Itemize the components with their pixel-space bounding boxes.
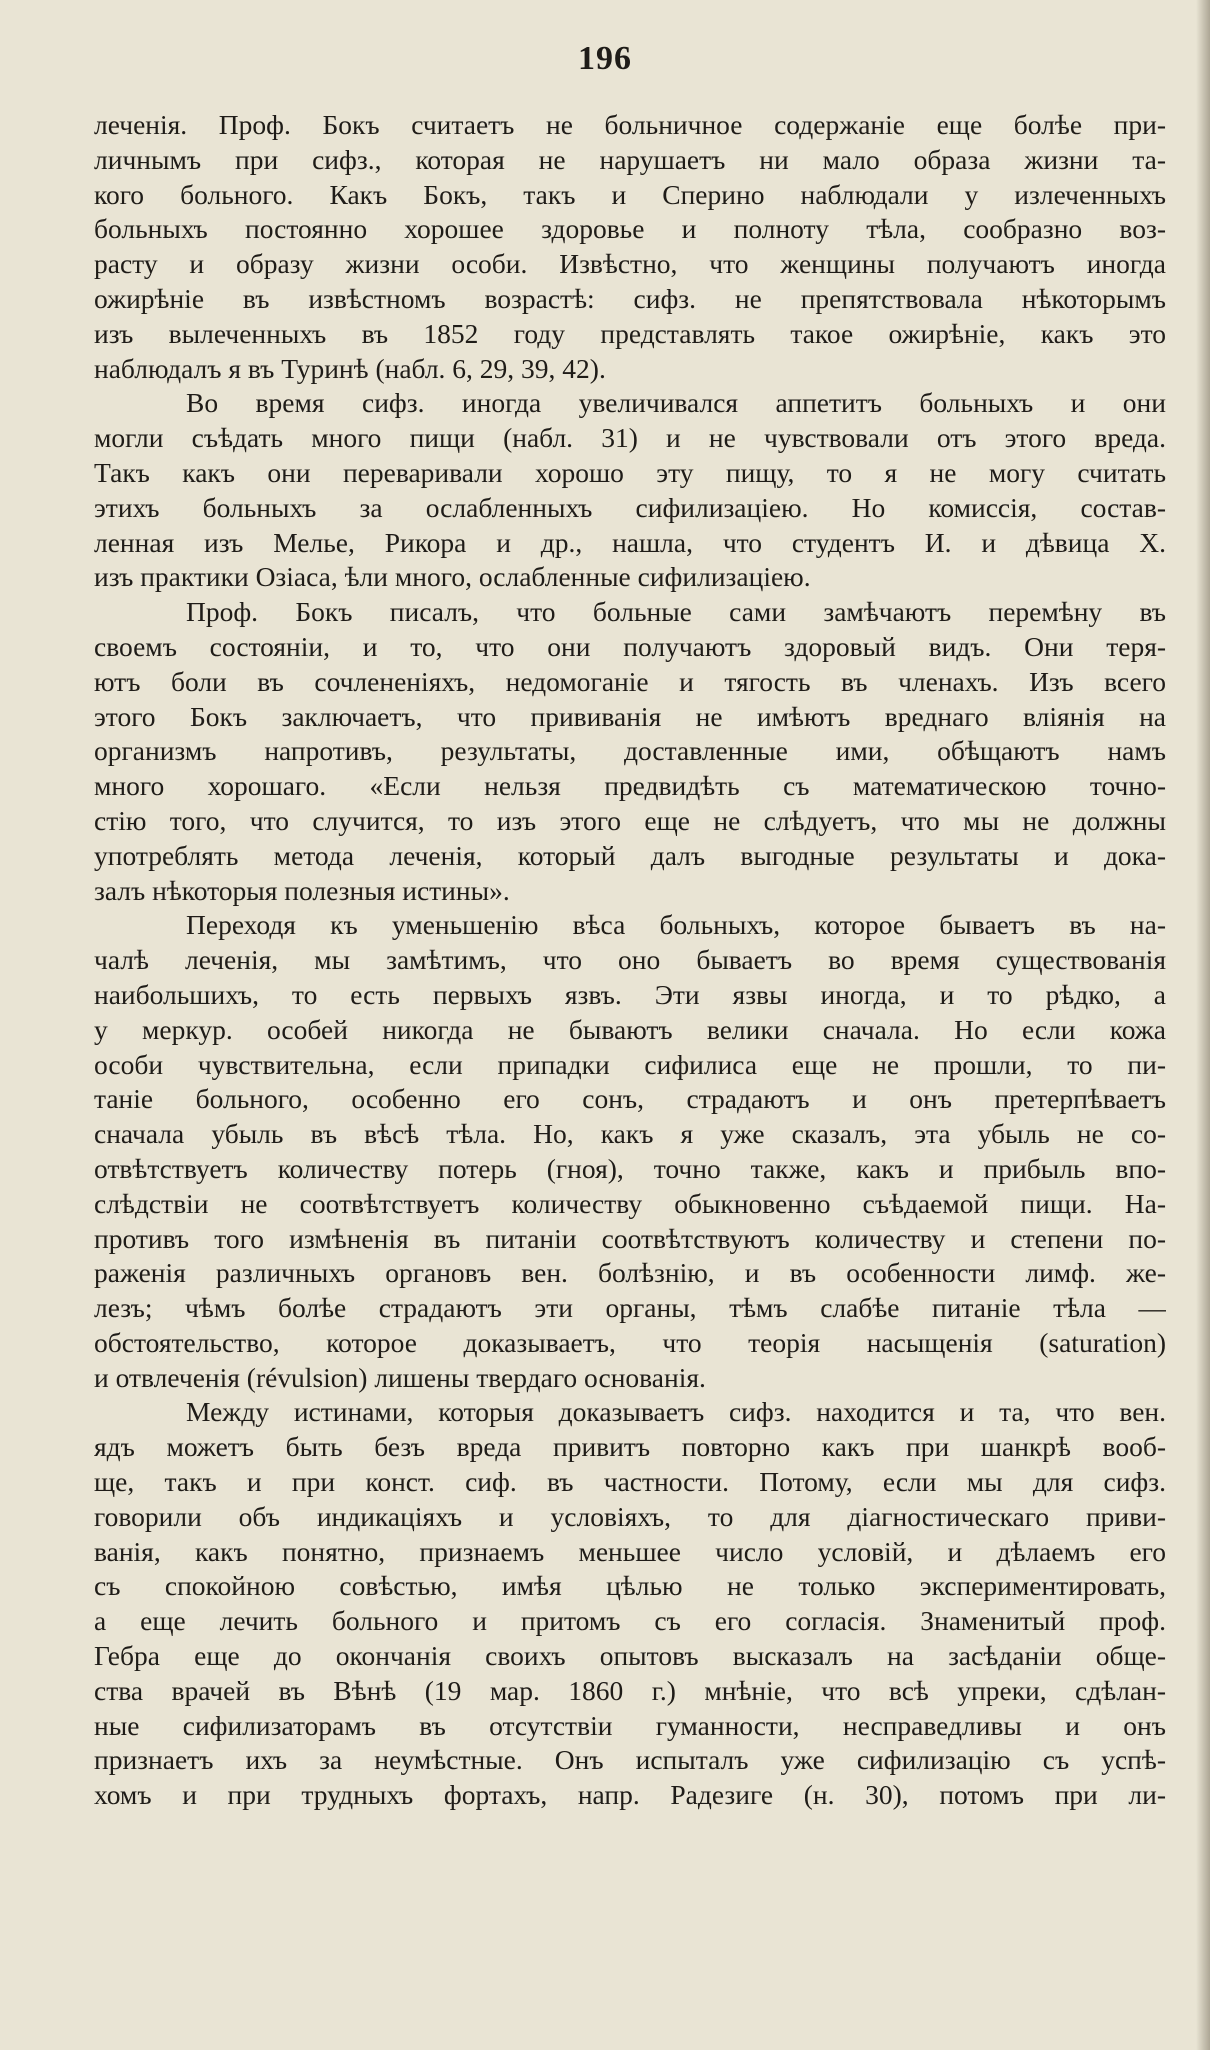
text-line: съ спокойною совѣстью, имѣя цѣлью не только экспериментировать, — [94, 1570, 1166, 1602]
text-line: Гебра еще до окончанія своихъ опытовъ высказалъ на засѣданіи обще- — [94, 1640, 1166, 1672]
text-line: говорили объ индикаціяхъ и условіяхъ, то для діагностическаго приви- — [94, 1500, 1166, 1532]
text-line: сначала убыль въ вѣсѣ тѣла. Но, какъ я уже сказалъ, эта убыль не со- — [94, 1118, 1166, 1150]
text-line: наблюдалъ я въ Туринѣ (набл. 6, 29, 39, 42). — [94, 352, 606, 384]
paragraph-3 — [94, 595, 1166, 908]
text-line: лезъ; чѣмъ болѣе страдаютъ эти органы, тѣмъ слабѣе питаніе тѣла — — [94, 1292, 1166, 1324]
text-line: изъ практики Озіаса, ѣли много, ослабленные сифилизаціею. — [94, 561, 811, 593]
paragraph-2 — [94, 386, 1166, 595]
text-line: больныхъ постоянно хорошее здоровье и полноту тѣла, сообразно воз- — [94, 213, 1166, 245]
text-line: своемъ состояніи, и то, что они получаютъ здоровый видъ. Они теря- — [94, 630, 1166, 662]
text-line: противъ того измѣненія въ питаніи соотвѣтствуютъ количеству и степени по- — [94, 1222, 1166, 1254]
text-line: этого Бокъ заключаетъ, что прививанія не имѣютъ вреднаго вліянія на — [94, 700, 1166, 732]
text-line: особи чувствительна, если припадки сифилиса еще не прошли, то пи- — [94, 1048, 1166, 1080]
text-line: ные сифилизаторамъ въ отсутствіи гуманности, несправедливы и онъ — [94, 1709, 1166, 1741]
text-line: могли съѣдать много пищи (набл. 31) и не чувствовали отъ этого вреда. — [94, 422, 1166, 454]
text-line: раженія различныхъ органовъ вен. болѣзнію, и въ особенности лимф. же- — [94, 1257, 1166, 1289]
body-text — [94, 108, 1166, 1813]
text-line: личнымъ при сифз., которая не нарушаетъ ни мало образа жизни та- — [94, 143, 1166, 175]
paragraph-5 — [94, 1395, 1166, 1813]
text-line: организмъ напротивъ, результаты, доставленные ими, обѣщаютъ намъ — [94, 735, 1166, 767]
text-line: ства врачей въ Вѣнѣ (19 мар. 1860 г.) мнѣніе, что всѣ упреки, сдѣлан- — [94, 1674, 1166, 1706]
page-edge-shadow — [1196, 0, 1210, 2050]
text-line: Проф. Бокъ писалъ, что больные сами замѣчаютъ перемѣну въ — [186, 596, 1166, 628]
text-line: ленная изъ Мелье, Рикора и др., нашла, что студентъ И. и дѣвица Х. — [94, 526, 1166, 558]
page-number: 196 — [578, 40, 632, 77]
text-line: этихъ больныхъ за ослабленныхъ сифилизаціею. Но комиссія, состав- — [94, 491, 1166, 523]
text-line: стію того, что случится, то изъ этого еще не слѣдуетъ, что мы не должны — [94, 804, 1166, 836]
text-line: расту и образу жизни особи. Извѣстно, что женщины получаютъ иногда — [94, 248, 1166, 280]
text-line: наибольшихъ, то есть первыхъ язвъ. Эти язвы иногда, и то рѣдко, а — [94, 978, 1166, 1010]
text-line: у меркур. особей никогда не бываютъ велики сначала. Но если кожа — [94, 1013, 1166, 1045]
text-line: ожирѣніе въ извѣстномъ возрастѣ: сифз. не препятствовала нѣкоторымъ — [94, 282, 1166, 314]
text-line: ще, такъ и при конст. сиф. въ частности. Потому, если мы для сифз. — [94, 1466, 1166, 1498]
text-line: кого больного. Какъ Бокъ, такъ и Сперино наблюдали у излеченныхъ — [94, 178, 1166, 210]
text-line: Переходя къ уменьшенію вѣса больныхъ, которое бываетъ въ на- — [186, 909, 1166, 941]
text-line: признаетъ ихъ за неумѣстные. Онъ испыталъ уже сифилизацію съ успѣ- — [94, 1744, 1166, 1776]
text-line: обстоятельство, которое доказываетъ, что теорія насыщенія (saturation) — [94, 1326, 1166, 1358]
text-line: чалѣ леченія, мы замѣтимъ, что оно бываетъ во время существованія — [94, 944, 1166, 976]
text-line: отвѣтствуетъ количеству потерь (гноя), точно также, какъ и прибыль впо- — [94, 1152, 1166, 1184]
text-line: а еще лечить больного и притомъ съ его согласія. Знаменитый проф. — [94, 1605, 1166, 1637]
text-line: употреблять метода леченія, который далъ выгодные результаты и дока- — [94, 839, 1166, 871]
text-line: много хорошаго. «Если нельзя предвидѣть съ математическою точно- — [94, 770, 1166, 802]
text-line: залъ нѣкоторыя полезныя истины». — [94, 874, 510, 906]
text-line: и отвлеченія (révulsion) лишены твердаго основанія. — [94, 1361, 706, 1393]
text-line: Между истинами, которыя доказываетъ сифз. находится и та, что вен. — [186, 1396, 1166, 1428]
text-line: Такъ какъ они переваривали хорошо эту пищу, то я не могу считать — [94, 456, 1166, 488]
paragraph-1 — [94, 108, 1166, 386]
text-line: хомъ и при трудныхъ фортахъ, напр. Радезиге (н. 30), потомъ при ли- — [94, 1779, 1166, 1811]
text-line: ютъ боли въ сочлененіяхъ, недомоганіе и тягость въ членахъ. Изъ всего — [94, 665, 1166, 697]
text-line: таніе больного, особенно его сонъ, страдаютъ и онъ претерпѣваетъ — [94, 1083, 1166, 1115]
text-line: леченія. Проф. Бокъ считаетъ не больничное содержаніе еще болѣе при- — [94, 109, 1166, 140]
text-line: ядъ можетъ быть безъ вреда привитъ повторно какъ при шанкрѣ вооб- — [94, 1431, 1166, 1463]
text-line: изъ вылеченныхъ въ 1852 году представлять такое ожирѣніе, какъ это — [94, 317, 1166, 349]
text-line: слѣдствіи не соотвѣтствуетъ количеству обыкновенно съѣдаемой пищи. На- — [94, 1187, 1166, 1219]
paragraph-4 — [94, 908, 1166, 1395]
text-line: ванія, какъ понятно, признаемъ меньшее число условій, и дѣлаемъ его — [94, 1535, 1166, 1567]
text-line: Во время сифз. иногда увеличивался аппетитъ больныхъ и они — [186, 387, 1166, 419]
